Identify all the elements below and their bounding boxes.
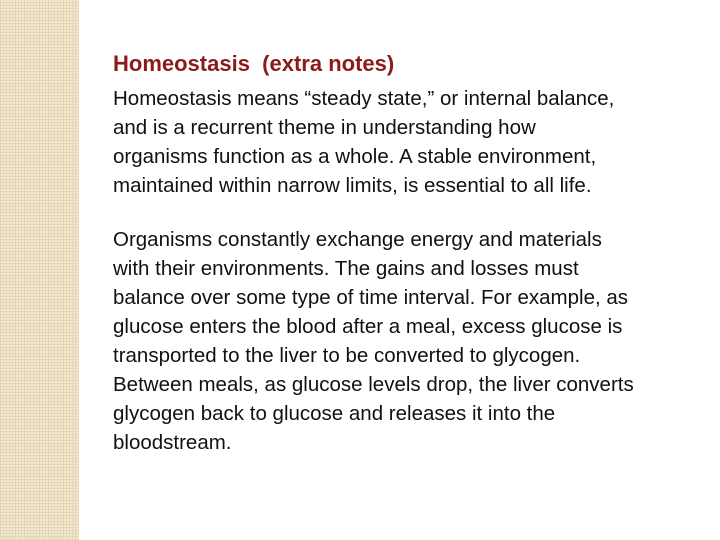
slide-content [113, 48, 653, 457]
decorative-side-band [0, 0, 79, 540]
paragraph-example: Organisms constantly exchange energy and materials with their environments. The gains and losses must balance over some type of time interval. For example, as glucose enters the blood after a meal, excess glucose is transported to the liver to be converted to glycogen. Between meals, as glucose levels drop, the liver converts glycogen back to glucose and releases it into the bloodstream. [113, 228, 634, 454]
slide-title: Homeostasis (extra notes) [113, 51, 395, 76]
paragraph-definition: Homeostasis means “steady state,” or internal balance, and is a recurrent theme in understanding how organisms function as a whole. A stable environment, maintained within narrow limits, is essential to all life. [113, 87, 615, 197]
